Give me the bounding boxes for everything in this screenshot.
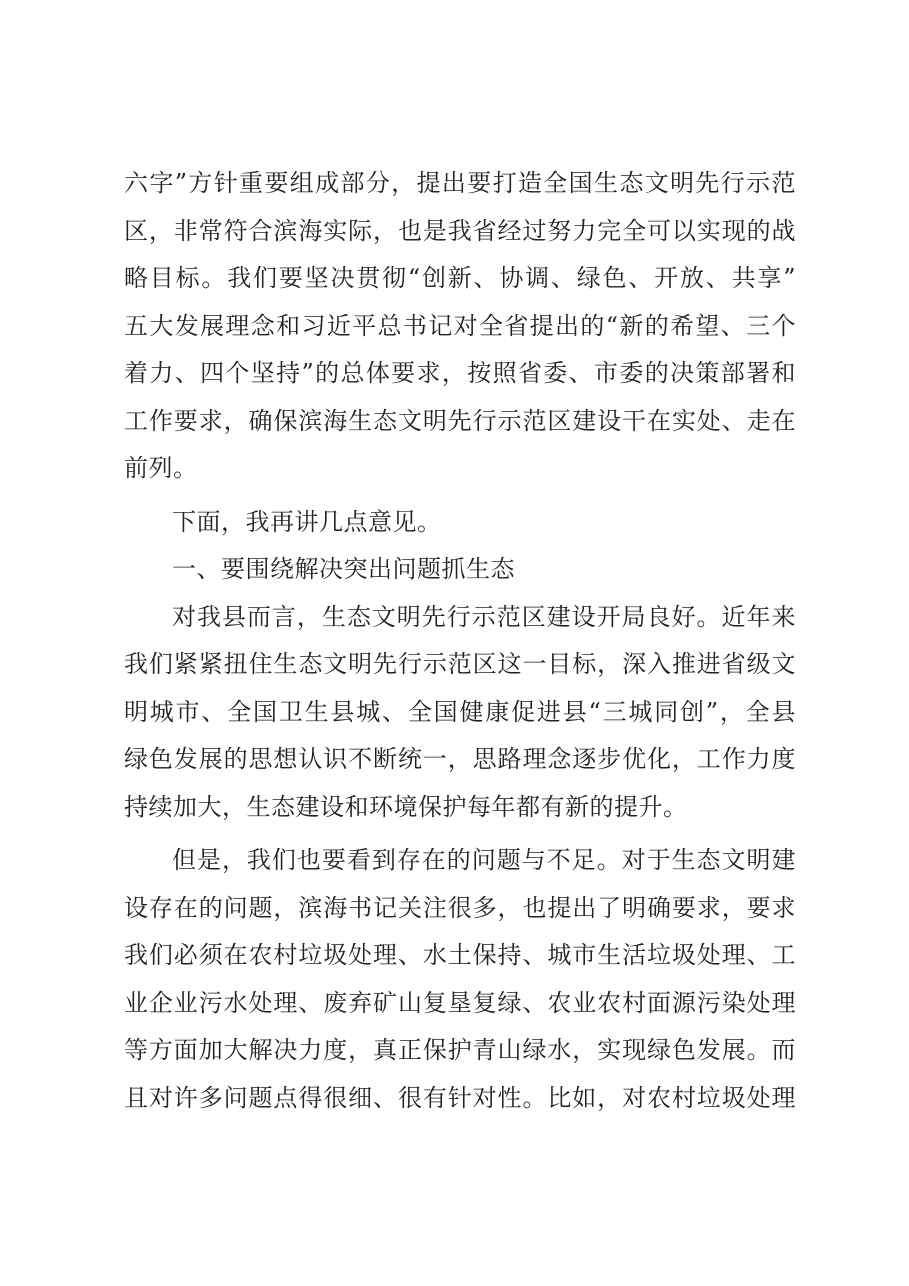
text-line: 六字”方针重要组成部分，提出要打造全国生态文明先行示范 <box>124 169 796 197</box>
document-body <box>124 160 796 1122</box>
paragraph-line: 下面，我再讲几点意见。 <box>172 507 442 536</box>
text-line: 着力、四个坚持”的总体要求，按照省委、市委的决策部署和 <box>124 359 796 387</box>
text-line: 前列。 <box>124 454 198 482</box>
text-line: 且对许多问题点得很细、很有针对性。比如，对农村垃圾处理 <box>124 1083 796 1112</box>
text-line: 业企业污水处理、废弃矿山复垦复绿、农业农村面源污染处理 <box>124 988 796 1017</box>
text-line: 五大发展理念和习近平总书记对全省提出的“新的希望、三个 <box>124 311 796 340</box>
paragraph-line: 但是，我们也要看到存在的问题与不足。对于生态文明建 <box>172 846 796 874</box>
text-line: 我们紧紧扭住生态文明先行示范区这一目标，深入推进省级文 <box>124 650 796 678</box>
paragraph-line: 对我县而言，生态文明先行示范区建设开局良好。近年来 <box>172 602 796 631</box>
text-line: 持续加大，生态建设和环境保护每年都有新的提升。 <box>124 792 688 821</box>
text-line: 我们必须在农村垃圾处理、水土保持、城市生活垃圾处理、工 <box>124 941 796 969</box>
text-line: 区，非常符合滨海实际，也是我省经过努力完全可以实现的战 <box>124 216 796 245</box>
section-heading: 一、要围绕解决突出问题抓生态 <box>172 555 515 583</box>
text-line: 工作要求，确保滨海生态文明先行示范区建设干在实处、走在 <box>124 406 796 435</box>
text-line: 明城市、全国卫生县城、全国健康促进县“三城同创”，全县 <box>124 697 796 726</box>
text-line: 略目标。我们要坚决贯彻“创新、协调、绿色、开放、共享” <box>124 264 796 292</box>
text-line: 设存在的问题，滨海书记关注很多，也提出了明确要求，要求 <box>124 893 796 922</box>
text-line: 等方面加大解决力度，真正保护青山绿水，实现绿色发展。而 <box>124 1036 796 1064</box>
text-line: 绿色发展的思想认识不断统一，思路理念逐步优化，工作力度 <box>124 745 796 773</box>
